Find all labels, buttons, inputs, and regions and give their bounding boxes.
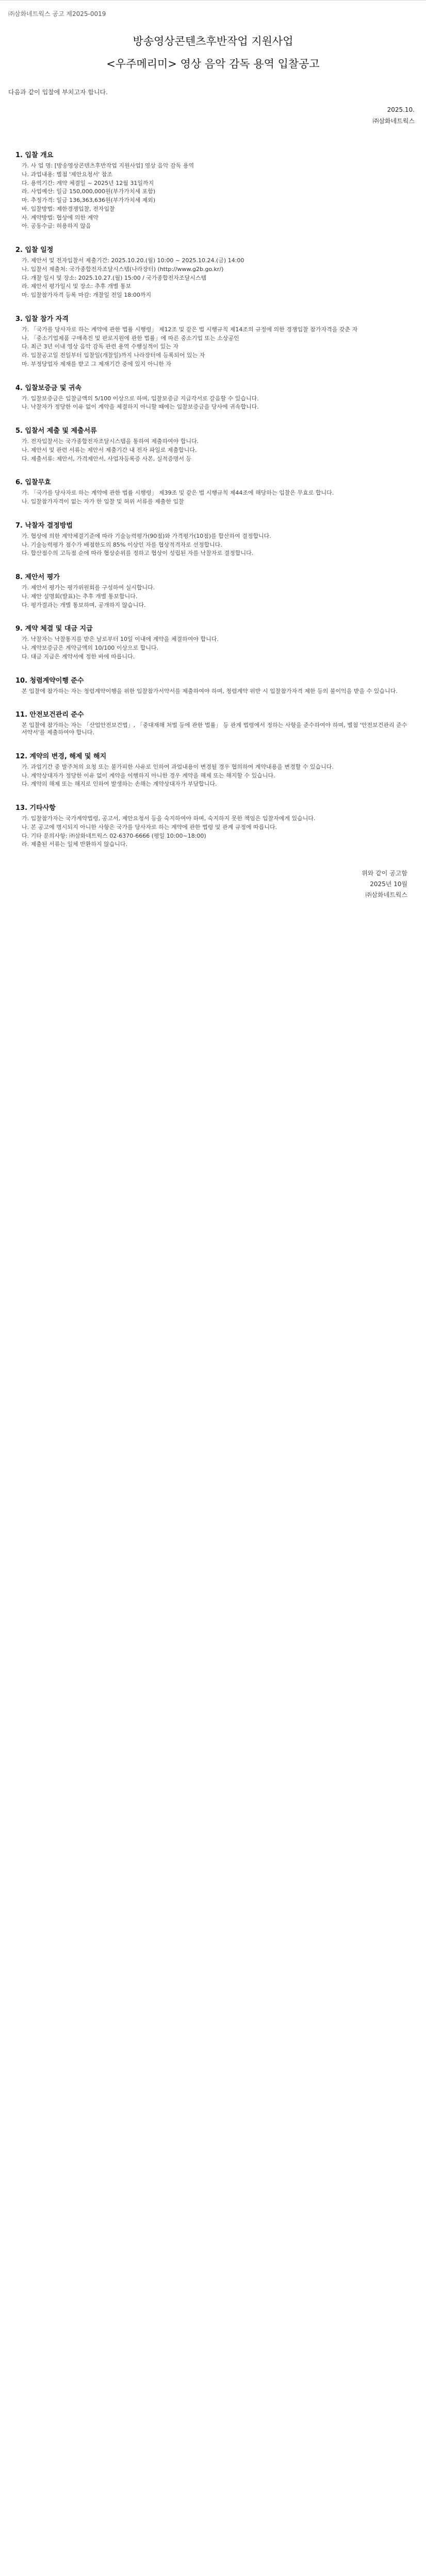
section-item: 다. 합산점수의 고득점 순에 따라 협상순위를 정하고 협상이 성립된 자를 낙찰자로 결정합니다. bbox=[22, 550, 254, 557]
section-item: 나. 낙찰자가 정당한 이유 없이 계약을 체결하지 아니할 때에는 입찰보증금을 당사에 귀속합니다. bbox=[22, 403, 259, 411]
section-item: 아. 공동수급: 허용하지 않음 bbox=[22, 223, 91, 230]
notice-section bbox=[15, 571, 407, 608]
title-block bbox=[46, 33, 380, 71]
section-item: 다. 평가결과는 개별 통보하며, 공개하지 않습니다. bbox=[22, 601, 146, 608]
intro-text: 다음과 같이 입찰에 부치고자 합니다. bbox=[8, 89, 108, 96]
notice-section bbox=[15, 802, 407, 848]
top-border bbox=[0, 0, 426, 1]
section-item: 마. 부정당업자 제재를 받고 그 제재기간 중에 있지 아니한 자 bbox=[22, 360, 171, 367]
section-item: 나. 「중소기업제품 구매촉진 및 판로지원에 관한 법률」에 따른 중소기업 또는 소상공인 bbox=[22, 334, 239, 342]
section-title: 9. 계약 체결 및 대금 지급 bbox=[15, 625, 93, 633]
section-title: 12. 계약의 변경, 해제 및 해지 bbox=[15, 752, 107, 760]
signature-org: ㈜삼화네트웍스 bbox=[365, 891, 407, 899]
section-item: 본 입찰에 참가하는 자는 청렴계약이행을 위한 입찰참가서약서를 제출하여야 하며, 청렴계약 위반 시 입찰참가자격 제한 등의 불이익을 받을 수 있습니다. bbox=[22, 687, 398, 694]
section-item: 다. 기타 문의사항: ㈜삼화네트웍스 02-6370-6666 (평일 10:00~18:00) bbox=[22, 832, 206, 839]
section-item: 라. 제출된 서류는 일체 반환하지 않습니다. bbox=[22, 841, 128, 848]
section-title: 13. 기타사항 bbox=[15, 804, 56, 812]
section-item: 가. 낙찰자는 낙찰통지를 받은 날로부터 10일 이내에 계약을 체결하여야 합니다. bbox=[22, 636, 219, 643]
notice-date: 2025.10. bbox=[387, 106, 415, 113]
notice-section bbox=[15, 313, 407, 368]
signature-line1: 위와 같이 공고함 bbox=[362, 870, 407, 877]
section-item: 마. 추정가격: 일금 136,363,636원(부가가치세 제외) bbox=[22, 197, 156, 204]
section-item: 다. 개찰 일시 및 장소: 2025.10.27.(월) 15:00 / 국가종합전자조달시스템 bbox=[22, 274, 207, 281]
section-title: 11. 안전보건관리 준수 bbox=[15, 711, 84, 719]
section-item: 라. 제안서 평가일시 및 장소: 추후 개별 통보 bbox=[22, 283, 132, 290]
section-title: 2. 입찰 일정 bbox=[15, 246, 54, 254]
notice-section bbox=[15, 244, 407, 299]
signature-block bbox=[15, 869, 407, 899]
section-title: 5. 입찰서 제출 및 제출서류 bbox=[15, 427, 97, 435]
notice-section bbox=[15, 751, 407, 788]
section-item: 나. 제안 설명회(발표)는 추후 개별 통보합니다. bbox=[22, 592, 138, 600]
section-item: 나. 입찰서 제출처: 국가종합전자조달시스템(나라장터) (http://www.g2b.go.kr/) bbox=[22, 265, 224, 273]
section-item: 다. 제출서류: 제안서, 가격제안서, 사업자등록증 사본, 실적증명서 등 bbox=[22, 455, 192, 462]
section-item: 사. 계약방법: 협상에 의한 계약 bbox=[22, 214, 99, 221]
document-title-2: <우주메리미> 영상 음악 감독 용역 입찰공고 bbox=[106, 58, 320, 70]
section-item: 가. 협상에 의한 계약체결기준에 따라 기술능력평가(90점)와 가격평가(10점)를 합산하여 결정합니다. bbox=[22, 532, 271, 539]
notice-content bbox=[15, 149, 407, 901]
section-item: 가. 입찰참가자는 국가계약법령, 공고서, 제안요청서 등을 숙지하여야 하며, 숙지하지 못한 책임은 입찰자에게 있습니다. bbox=[22, 815, 316, 822]
section-item: 바. 입찰방법: 제한경쟁입찰, 전자입찰 bbox=[22, 205, 115, 212]
section-item: 나. 기술능력평가 점수가 배점한도의 85% 이상인 자를 협상적격자로 선정합니다. bbox=[22, 541, 222, 548]
notice-section bbox=[15, 520, 407, 557]
section-item: 나. 과업내용: 별첨 '제안요청서' 참조 bbox=[22, 171, 112, 178]
section-title: 8. 제안서 평가 bbox=[15, 573, 60, 581]
section-item: 다. 최근 3년 이내 영상 음악 감독 관련 용역 수행실적이 있는 자 bbox=[22, 343, 178, 350]
section-title: 1. 입찰 개요 bbox=[15, 151, 54, 159]
section-item: 가. 입찰보증금은 입찰금액의 5/100 이상으로 하며, 입찰보증금 지급각서로 갈음할 수 있습니다. bbox=[22, 395, 259, 402]
notice-section bbox=[15, 709, 407, 736]
notice-section bbox=[15, 675, 407, 695]
section-item: 다. 용역기간: 계약 체결일 ~ 2025년 12월 31일까지 bbox=[22, 179, 154, 187]
section-title: 3. 입찰 참가 자격 bbox=[15, 315, 69, 323]
section-title: 4. 입찰보증금 및 귀속 bbox=[15, 384, 82, 392]
section-item: 나. 계약보증금은 계약금액의 10/100 이상으로 합니다. bbox=[22, 645, 159, 651]
section-item: 나. 입찰참가자격이 없는 자가 한 입찰 및 허위 서류를 제출한 입찰 bbox=[22, 498, 184, 505]
section-title: 10. 청렴계약이행 준수 bbox=[15, 676, 84, 685]
section-title: 6. 입찰무효 bbox=[15, 479, 51, 487]
section-item: 가. 과업기간 중 발주처의 요청 또는 불가피한 사유로 인하여 과업내용이 변경될 경우 협의하여 계약내용을 변경할 수 있습니다. bbox=[22, 763, 334, 770]
section-item: 본 입찰에 참가하는 자는 「산업안전보건법」, 「중대재해 처벌 등에 관한 법률」 등 관계 법령에서 정하는 사항을 준수하여야 하며, 별첨 '안전보건관리 준수 서약서'를 제출하여야 합니다. bbox=[22, 722, 407, 736]
notice-section bbox=[15, 382, 407, 411]
section-item: 가. 사 업 명: [방송영상콘텐츠후반작업 지원사업] 영상 음악 감독 용역 bbox=[22, 162, 194, 169]
section-item: 라. 사업예산: 일금 150,000,000원(부가가치세 포함) bbox=[22, 188, 156, 195]
signature-line2: 2025년 10월 bbox=[370, 880, 407, 888]
notice-section bbox=[15, 425, 407, 462]
section-item: 다. 대금 지급은 계약서에 정한 바에 따릅니다. bbox=[22, 653, 135, 660]
notice-section bbox=[15, 477, 407, 505]
section-title: 7. 낙찰자 결정방법 bbox=[15, 521, 73, 530]
issuing-organization: ㈜삼화네트웍스 bbox=[372, 117, 415, 125]
notice-section bbox=[15, 149, 407, 230]
section-item: 라. 입찰공고일 전일부터 입찰일(개찰일)까지 나라장터에 등록되어 있는 자 bbox=[22, 352, 205, 359]
notice-section bbox=[15, 623, 407, 660]
section-item: 가. 전자입찰서는 국가종합전자조달시스템을 통하여 제출하여야 합니다. bbox=[22, 438, 199, 445]
section-item: 마. 입찰참가자격 등록 마감: 개찰일 전일 18:00까지 bbox=[22, 292, 152, 298]
section-item: 가. 「국가를 당사자로 하는 계약에 관한 법률 시행령」 제12조 및 같은 법 시행규칙 제14조의 규정에 의한 경쟁입찰 참가자격을 갖춘 자 bbox=[22, 326, 358, 333]
section-item: 나. 본 공고에 명시되지 아니한 사항은 국가를 당사자로 하는 계약에 관한 법령 및 관계 규정에 따릅니다. bbox=[22, 823, 277, 831]
section-item: 가. 제안서 평가는 평가위원회를 구성하여 실시합니다. bbox=[22, 584, 155, 591]
section-item: 가. 제안서 및 전자입찰서 제출기간: 2025.10.20.(월) 10:00 ~ 2025.10.24.(금) 14:00 bbox=[22, 257, 244, 264]
section-item: 나. 제안서 및 관련 서류는 제안서 제출기간 내 전자 파일로 제출합니다. bbox=[22, 446, 197, 453]
section-item: 다. 계약의 해제 또는 해지로 인하여 발생하는 손해는 계약상대자가 부담합니다. bbox=[22, 781, 217, 788]
section-item: 가. 「국가를 당사자로 하는 계약에 관한 법률 시행령」 제39조 및 같은 법 시행규칙 제44조에 해당하는 입찰은 무효로 합니다. bbox=[22, 489, 334, 497]
document-title-1: 방송영상콘텐츠후반작업 지원사업 bbox=[133, 35, 293, 47]
document-reference: ㈜삼화네트웍스 공고 제2025-0019 bbox=[8, 10, 106, 18]
section-item: 나. 계약상대자가 정당한 이유 없이 계약을 이행하지 아니한 경우 계약을 해제 또는 해지할 수 있습니다. bbox=[22, 772, 275, 779]
